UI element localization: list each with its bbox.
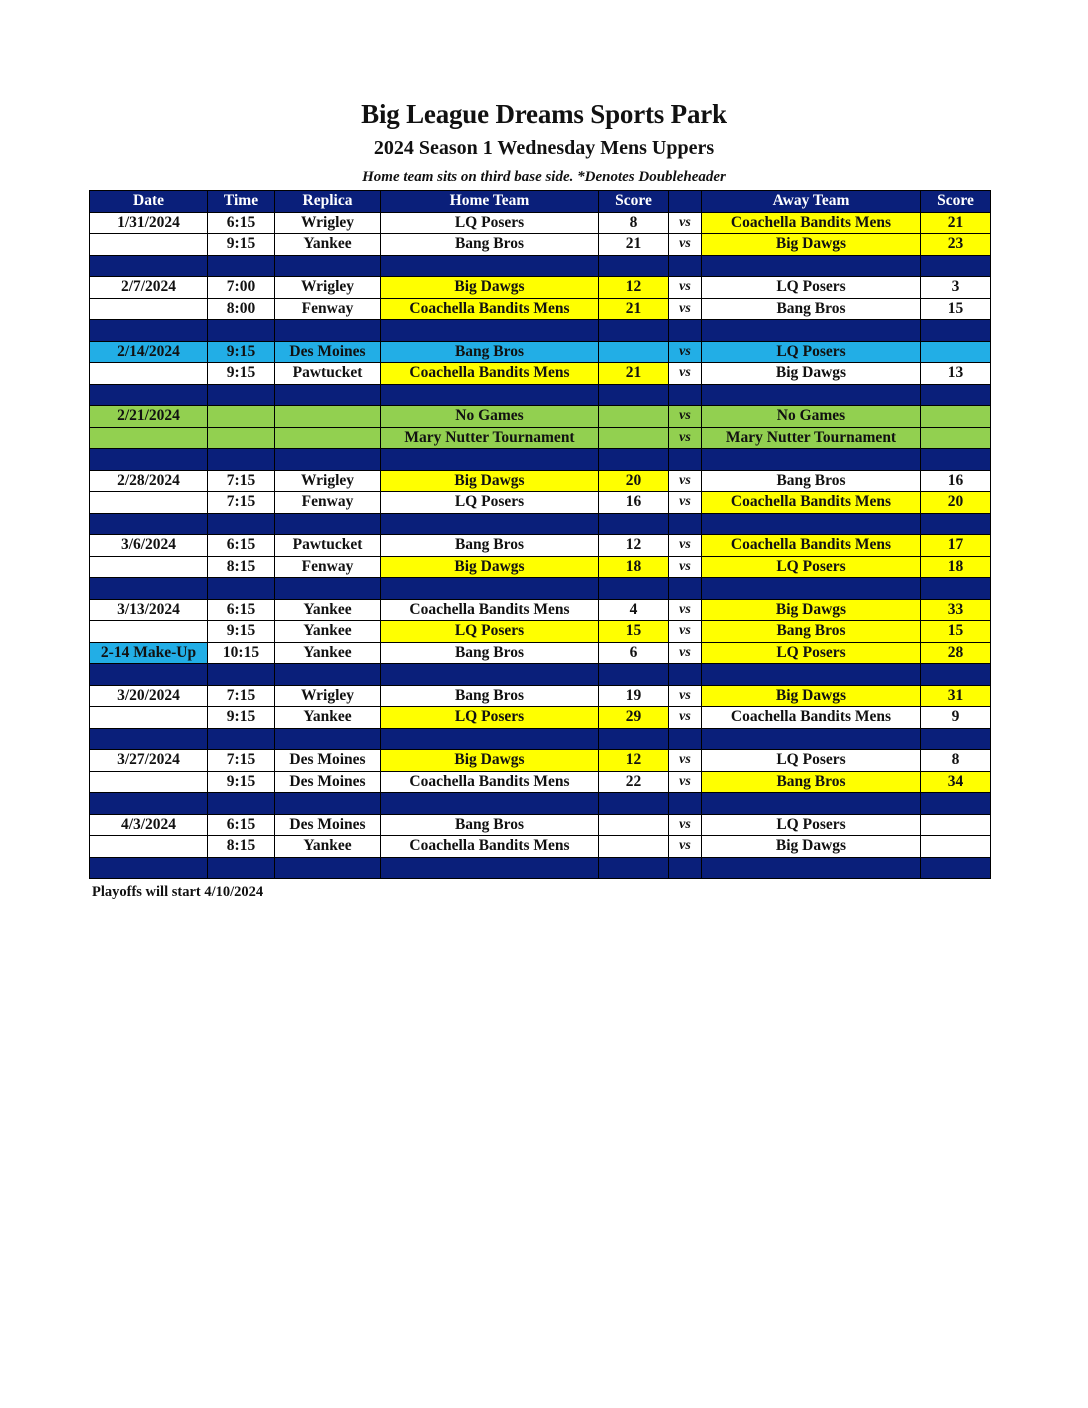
away-score: 15 bbox=[921, 298, 991, 320]
game-date bbox=[90, 556, 208, 578]
home-team: Coachella Bandits Mens bbox=[381, 836, 599, 858]
field-replica: Wrigley bbox=[275, 685, 381, 707]
separator-cell bbox=[599, 384, 669, 406]
table-row bbox=[90, 234, 991, 256]
separator-cell bbox=[275, 449, 381, 471]
away-score: 31 bbox=[921, 685, 991, 707]
away-team: Coachella Bandits Mens bbox=[702, 707, 921, 729]
separator-cell bbox=[381, 728, 599, 750]
away-team: LQ Posers bbox=[702, 341, 921, 363]
vs-label: vs bbox=[669, 621, 702, 643]
separator-cell bbox=[702, 728, 921, 750]
separator-cell bbox=[702, 384, 921, 406]
home-team: No Games bbox=[381, 406, 599, 428]
separator-cell bbox=[381, 857, 599, 879]
home-team: Big Dawgs bbox=[381, 277, 599, 299]
table-row bbox=[90, 599, 991, 621]
separator-cell bbox=[208, 513, 275, 535]
away-score: 3 bbox=[921, 277, 991, 299]
game-time: 10:15 bbox=[208, 642, 275, 664]
week-separator-row bbox=[90, 857, 991, 879]
separator-cell bbox=[921, 793, 991, 815]
away-score bbox=[921, 406, 991, 428]
field-replica: Des Moines bbox=[275, 814, 381, 836]
field-replica: Wrigley bbox=[275, 470, 381, 492]
table-row bbox=[90, 642, 991, 664]
separator-cell bbox=[275, 857, 381, 879]
separator-cell bbox=[381, 449, 599, 471]
away-score: 21 bbox=[921, 212, 991, 234]
away-team: Big Dawgs bbox=[702, 685, 921, 707]
separator-cell bbox=[90, 857, 208, 879]
home-score: 29 bbox=[599, 707, 669, 729]
separator-cell bbox=[921, 728, 991, 750]
away-team: LQ Posers bbox=[702, 556, 921, 578]
col-header-home-score: Score bbox=[599, 191, 669, 213]
home-team: Big Dawgs bbox=[381, 750, 599, 772]
separator-cell bbox=[921, 857, 991, 879]
field-replica: Pawtucket bbox=[275, 363, 381, 385]
home-score: 12 bbox=[599, 277, 669, 299]
vs-label: vs bbox=[669, 212, 702, 234]
table-row bbox=[90, 341, 991, 363]
game-date bbox=[90, 427, 208, 449]
week-separator-row bbox=[90, 320, 991, 342]
table-row bbox=[90, 406, 991, 428]
game-time: 9:15 bbox=[208, 363, 275, 385]
vs-label: vs bbox=[669, 814, 702, 836]
week-separator-row bbox=[90, 513, 991, 535]
game-date: 2/7/2024 bbox=[90, 277, 208, 299]
separator-cell bbox=[90, 728, 208, 750]
week-separator-row bbox=[90, 255, 991, 277]
home-score: 22 bbox=[599, 771, 669, 793]
away-team: Big Dawgs bbox=[702, 836, 921, 858]
separator-cell bbox=[669, 449, 702, 471]
separator-cell bbox=[921, 513, 991, 535]
home-score: 21 bbox=[599, 234, 669, 256]
game-date: 2-14 Make-Up bbox=[90, 642, 208, 664]
away-team: Coachella Bandits Mens bbox=[702, 535, 921, 557]
away-team: Coachella Bandits Mens bbox=[702, 492, 921, 514]
game-date: 4/3/2024 bbox=[90, 814, 208, 836]
separator-cell bbox=[208, 578, 275, 600]
vs-label: vs bbox=[669, 363, 702, 385]
away-team: LQ Posers bbox=[702, 814, 921, 836]
game-time: 7:00 bbox=[208, 277, 275, 299]
field-replica: Pawtucket bbox=[275, 535, 381, 557]
game-date bbox=[90, 771, 208, 793]
table-row bbox=[90, 363, 991, 385]
vs-label: vs bbox=[669, 771, 702, 793]
vs-label: vs bbox=[669, 750, 702, 772]
separator-cell bbox=[208, 793, 275, 815]
home-score: 18 bbox=[599, 556, 669, 578]
field-replica: Des Moines bbox=[275, 341, 381, 363]
away-score: 33 bbox=[921, 599, 991, 621]
separator-cell bbox=[381, 578, 599, 600]
game-time: 9:15 bbox=[208, 771, 275, 793]
game-date bbox=[90, 363, 208, 385]
field-replica: Yankee bbox=[275, 836, 381, 858]
field-replica: Des Moines bbox=[275, 750, 381, 772]
separator-cell bbox=[599, 449, 669, 471]
separator-cell bbox=[275, 513, 381, 535]
field-replica bbox=[275, 406, 381, 428]
field-replica: Des Moines bbox=[275, 771, 381, 793]
separator-cell bbox=[90, 384, 208, 406]
separator-cell bbox=[275, 255, 381, 277]
home-score bbox=[599, 836, 669, 858]
game-time: 8:15 bbox=[208, 836, 275, 858]
separator-cell bbox=[921, 664, 991, 686]
game-time: 6:15 bbox=[208, 212, 275, 234]
home-team: Coachella Bandits Mens bbox=[381, 771, 599, 793]
vs-label: vs bbox=[669, 556, 702, 578]
away-team: Mary Nutter Tournament bbox=[702, 427, 921, 449]
home-team: Bang Bros bbox=[381, 234, 599, 256]
separator-cell bbox=[669, 320, 702, 342]
vs-label: vs bbox=[669, 599, 702, 621]
game-date: 2/14/2024 bbox=[90, 341, 208, 363]
game-time: 8:00 bbox=[208, 298, 275, 320]
separator-cell bbox=[599, 857, 669, 879]
separator-cell bbox=[702, 857, 921, 879]
vs-label: vs bbox=[669, 406, 702, 428]
schedule-note: Home team sits on third base side. *Denotes Doubleheader bbox=[362, 169, 726, 185]
game-date: 3/20/2024 bbox=[90, 685, 208, 707]
away-team: Big Dawgs bbox=[702, 234, 921, 256]
home-team: Bang Bros bbox=[381, 341, 599, 363]
separator-cell bbox=[90, 793, 208, 815]
game-date: 3/6/2024 bbox=[90, 535, 208, 557]
game-date bbox=[90, 836, 208, 858]
away-team: Bang Bros bbox=[702, 470, 921, 492]
separator-cell bbox=[599, 320, 669, 342]
game-time: 9:15 bbox=[208, 234, 275, 256]
separator-cell bbox=[208, 728, 275, 750]
col-header-time: Time bbox=[208, 191, 275, 213]
separator-cell bbox=[381, 320, 599, 342]
separator-cell bbox=[669, 793, 702, 815]
separator-cell bbox=[381, 255, 599, 277]
home-team: Bang Bros bbox=[381, 685, 599, 707]
home-team: Big Dawgs bbox=[381, 470, 599, 492]
game-time bbox=[208, 427, 275, 449]
away-team: Coachella Bandits Mens bbox=[702, 212, 921, 234]
table-row bbox=[90, 298, 991, 320]
separator-cell bbox=[90, 513, 208, 535]
col-header-date: Date bbox=[90, 191, 208, 213]
away-score: 18 bbox=[921, 556, 991, 578]
page-subtitle: 2024 Season 1 Wednesday Mens Uppers bbox=[373, 137, 715, 159]
game-time: 6:15 bbox=[208, 599, 275, 621]
home-team: LQ Posers bbox=[381, 707, 599, 729]
home-team: Big Dawgs bbox=[381, 556, 599, 578]
game-time: 6:15 bbox=[208, 535, 275, 557]
home-score: 4 bbox=[599, 599, 669, 621]
schedule-table bbox=[89, 190, 991, 879]
game-time: 7:15 bbox=[208, 685, 275, 707]
away-team: LQ Posers bbox=[702, 642, 921, 664]
separator-cell bbox=[90, 320, 208, 342]
home-score: 20 bbox=[599, 470, 669, 492]
away-score: 20 bbox=[921, 492, 991, 514]
home-score: 15 bbox=[599, 621, 669, 643]
separator-cell bbox=[921, 449, 991, 471]
separator-cell bbox=[702, 578, 921, 600]
game-time: 6:15 bbox=[208, 814, 275, 836]
game-time: 9:15 bbox=[208, 621, 275, 643]
separator-cell bbox=[702, 513, 921, 535]
schedule-body bbox=[90, 212, 991, 879]
field-replica bbox=[275, 427, 381, 449]
vs-label: vs bbox=[669, 298, 702, 320]
separator-cell bbox=[599, 578, 669, 600]
home-score bbox=[599, 427, 669, 449]
away-score bbox=[921, 341, 991, 363]
field-replica: Wrigley bbox=[275, 277, 381, 299]
home-score: 12 bbox=[599, 535, 669, 557]
table-row bbox=[90, 621, 991, 643]
away-score: 34 bbox=[921, 771, 991, 793]
table-row bbox=[90, 685, 991, 707]
separator-cell bbox=[669, 255, 702, 277]
away-score: 28 bbox=[921, 642, 991, 664]
separator-cell bbox=[275, 578, 381, 600]
home-team: Coachella Bandits Mens bbox=[381, 599, 599, 621]
separator-cell bbox=[208, 384, 275, 406]
away-score bbox=[921, 427, 991, 449]
separator-cell bbox=[90, 449, 208, 471]
home-score: 12 bbox=[599, 750, 669, 772]
game-time: 7:15 bbox=[208, 492, 275, 514]
away-score: 23 bbox=[921, 234, 991, 256]
away-score bbox=[921, 836, 991, 858]
away-team: Bang Bros bbox=[702, 298, 921, 320]
home-score: 19 bbox=[599, 685, 669, 707]
separator-cell bbox=[702, 255, 921, 277]
home-team: Mary Nutter Tournament bbox=[381, 427, 599, 449]
away-score: 8 bbox=[921, 750, 991, 772]
away-score: 15 bbox=[921, 621, 991, 643]
separator-cell bbox=[90, 664, 208, 686]
separator-cell bbox=[208, 320, 275, 342]
page-title: Big League Dreams Sports Park bbox=[361, 99, 727, 129]
separator-cell bbox=[381, 664, 599, 686]
table-row bbox=[90, 277, 991, 299]
game-date bbox=[90, 621, 208, 643]
game-date bbox=[90, 298, 208, 320]
home-score: 8 bbox=[599, 212, 669, 234]
home-team: LQ Posers bbox=[381, 621, 599, 643]
away-team: Bang Bros bbox=[702, 771, 921, 793]
away-team: Bang Bros bbox=[702, 621, 921, 643]
home-team: Bang Bros bbox=[381, 642, 599, 664]
separator-cell bbox=[208, 664, 275, 686]
vs-label: vs bbox=[669, 642, 702, 664]
game-date: 1/31/2024 bbox=[90, 212, 208, 234]
separator-cell bbox=[702, 449, 921, 471]
field-replica: Yankee bbox=[275, 599, 381, 621]
game-time: 9:15 bbox=[208, 341, 275, 363]
separator-cell bbox=[599, 793, 669, 815]
home-score: 21 bbox=[599, 298, 669, 320]
separator-cell bbox=[208, 857, 275, 879]
separator-cell bbox=[275, 728, 381, 750]
vs-label: vs bbox=[669, 277, 702, 299]
away-team: LQ Posers bbox=[702, 277, 921, 299]
field-replica: Yankee bbox=[275, 234, 381, 256]
away-score bbox=[921, 814, 991, 836]
playoffs-note: Playoffs will start 4/10/2024 bbox=[92, 884, 264, 900]
game-date: 2/28/2024 bbox=[90, 470, 208, 492]
separator-cell bbox=[208, 255, 275, 277]
home-score: 6 bbox=[599, 642, 669, 664]
home-score: 16 bbox=[599, 492, 669, 514]
separator-cell bbox=[669, 384, 702, 406]
field-replica: Fenway bbox=[275, 556, 381, 578]
separator-cell bbox=[921, 320, 991, 342]
vs-label: vs bbox=[669, 535, 702, 557]
table-row bbox=[90, 750, 991, 772]
separator-cell bbox=[599, 255, 669, 277]
col-header-home-team: Home Team bbox=[381, 191, 599, 213]
col-header-replica: Replica bbox=[275, 191, 381, 213]
away-team: Big Dawgs bbox=[702, 363, 921, 385]
game-time: 8:15 bbox=[208, 556, 275, 578]
field-replica: Wrigley bbox=[275, 212, 381, 234]
home-score bbox=[599, 406, 669, 428]
home-score bbox=[599, 814, 669, 836]
game-date bbox=[90, 492, 208, 514]
separator-cell bbox=[921, 578, 991, 600]
vs-label: vs bbox=[669, 341, 702, 363]
vs-label: vs bbox=[669, 685, 702, 707]
table-row bbox=[90, 836, 991, 858]
away-score: 16 bbox=[921, 470, 991, 492]
game-time: 9:15 bbox=[208, 707, 275, 729]
separator-cell bbox=[599, 664, 669, 686]
week-separator-row bbox=[90, 728, 991, 750]
field-replica: Yankee bbox=[275, 621, 381, 643]
home-team: LQ Posers bbox=[381, 492, 599, 514]
home-score bbox=[599, 341, 669, 363]
col-header-away-score: Score bbox=[921, 191, 991, 213]
separator-cell bbox=[702, 320, 921, 342]
week-separator-row bbox=[90, 664, 991, 686]
table-row bbox=[90, 535, 991, 557]
separator-cell bbox=[669, 578, 702, 600]
separator-cell bbox=[381, 513, 599, 535]
separator-cell bbox=[381, 793, 599, 815]
table-row bbox=[90, 707, 991, 729]
home-team: LQ Posers bbox=[381, 212, 599, 234]
away-score: 17 bbox=[921, 535, 991, 557]
separator-cell bbox=[599, 728, 669, 750]
week-separator-row bbox=[90, 793, 991, 815]
week-separator-row bbox=[90, 449, 991, 471]
vs-label: vs bbox=[669, 492, 702, 514]
table-row bbox=[90, 556, 991, 578]
separator-cell bbox=[275, 384, 381, 406]
home-team: Bang Bros bbox=[381, 535, 599, 557]
table-row bbox=[90, 814, 991, 836]
home-team: Coachella Bandits Mens bbox=[381, 298, 599, 320]
separator-cell bbox=[90, 578, 208, 600]
game-time: 7:15 bbox=[208, 750, 275, 772]
home-team: Coachella Bandits Mens bbox=[381, 363, 599, 385]
vs-label: vs bbox=[669, 234, 702, 256]
vs-label: vs bbox=[669, 427, 702, 449]
table-row bbox=[90, 492, 991, 514]
game-time: 7:15 bbox=[208, 470, 275, 492]
field-replica: Yankee bbox=[275, 707, 381, 729]
away-team: Big Dawgs bbox=[702, 599, 921, 621]
separator-cell bbox=[702, 664, 921, 686]
week-separator-row bbox=[90, 384, 991, 406]
table-row bbox=[90, 212, 991, 234]
separator-cell bbox=[208, 449, 275, 471]
away-team: LQ Posers bbox=[702, 750, 921, 772]
field-replica: Fenway bbox=[275, 298, 381, 320]
table-row bbox=[90, 427, 991, 449]
home-score: 21 bbox=[599, 363, 669, 385]
col-header-away-team: Away Team bbox=[702, 191, 921, 213]
field-replica: Fenway bbox=[275, 492, 381, 514]
game-date bbox=[90, 234, 208, 256]
vs-label: vs bbox=[669, 470, 702, 492]
separator-cell bbox=[90, 255, 208, 277]
table-row bbox=[90, 771, 991, 793]
vs-label: vs bbox=[669, 707, 702, 729]
week-separator-row bbox=[90, 578, 991, 600]
header-row bbox=[90, 191, 991, 213]
separator-cell bbox=[921, 255, 991, 277]
table-row bbox=[90, 470, 991, 492]
vs-label: vs bbox=[669, 836, 702, 858]
separator-cell bbox=[669, 513, 702, 535]
away-score: 9 bbox=[921, 707, 991, 729]
game-date: 2/21/2024 bbox=[90, 406, 208, 428]
separator-cell bbox=[275, 793, 381, 815]
separator-cell bbox=[599, 513, 669, 535]
away-team: No Games bbox=[702, 406, 921, 428]
game-date bbox=[90, 707, 208, 729]
game-time bbox=[208, 406, 275, 428]
field-replica: Yankee bbox=[275, 642, 381, 664]
col-header-vs bbox=[669, 191, 702, 213]
separator-cell bbox=[275, 664, 381, 686]
separator-cell bbox=[381, 384, 599, 406]
separator-cell bbox=[669, 664, 702, 686]
away-score: 13 bbox=[921, 363, 991, 385]
separator-cell bbox=[702, 793, 921, 815]
separator-cell bbox=[275, 320, 381, 342]
separator-cell bbox=[669, 857, 702, 879]
home-team: Bang Bros bbox=[381, 814, 599, 836]
game-date: 3/13/2024 bbox=[90, 599, 208, 621]
separator-cell bbox=[669, 728, 702, 750]
game-date: 3/27/2024 bbox=[90, 750, 208, 772]
separator-cell bbox=[921, 384, 991, 406]
